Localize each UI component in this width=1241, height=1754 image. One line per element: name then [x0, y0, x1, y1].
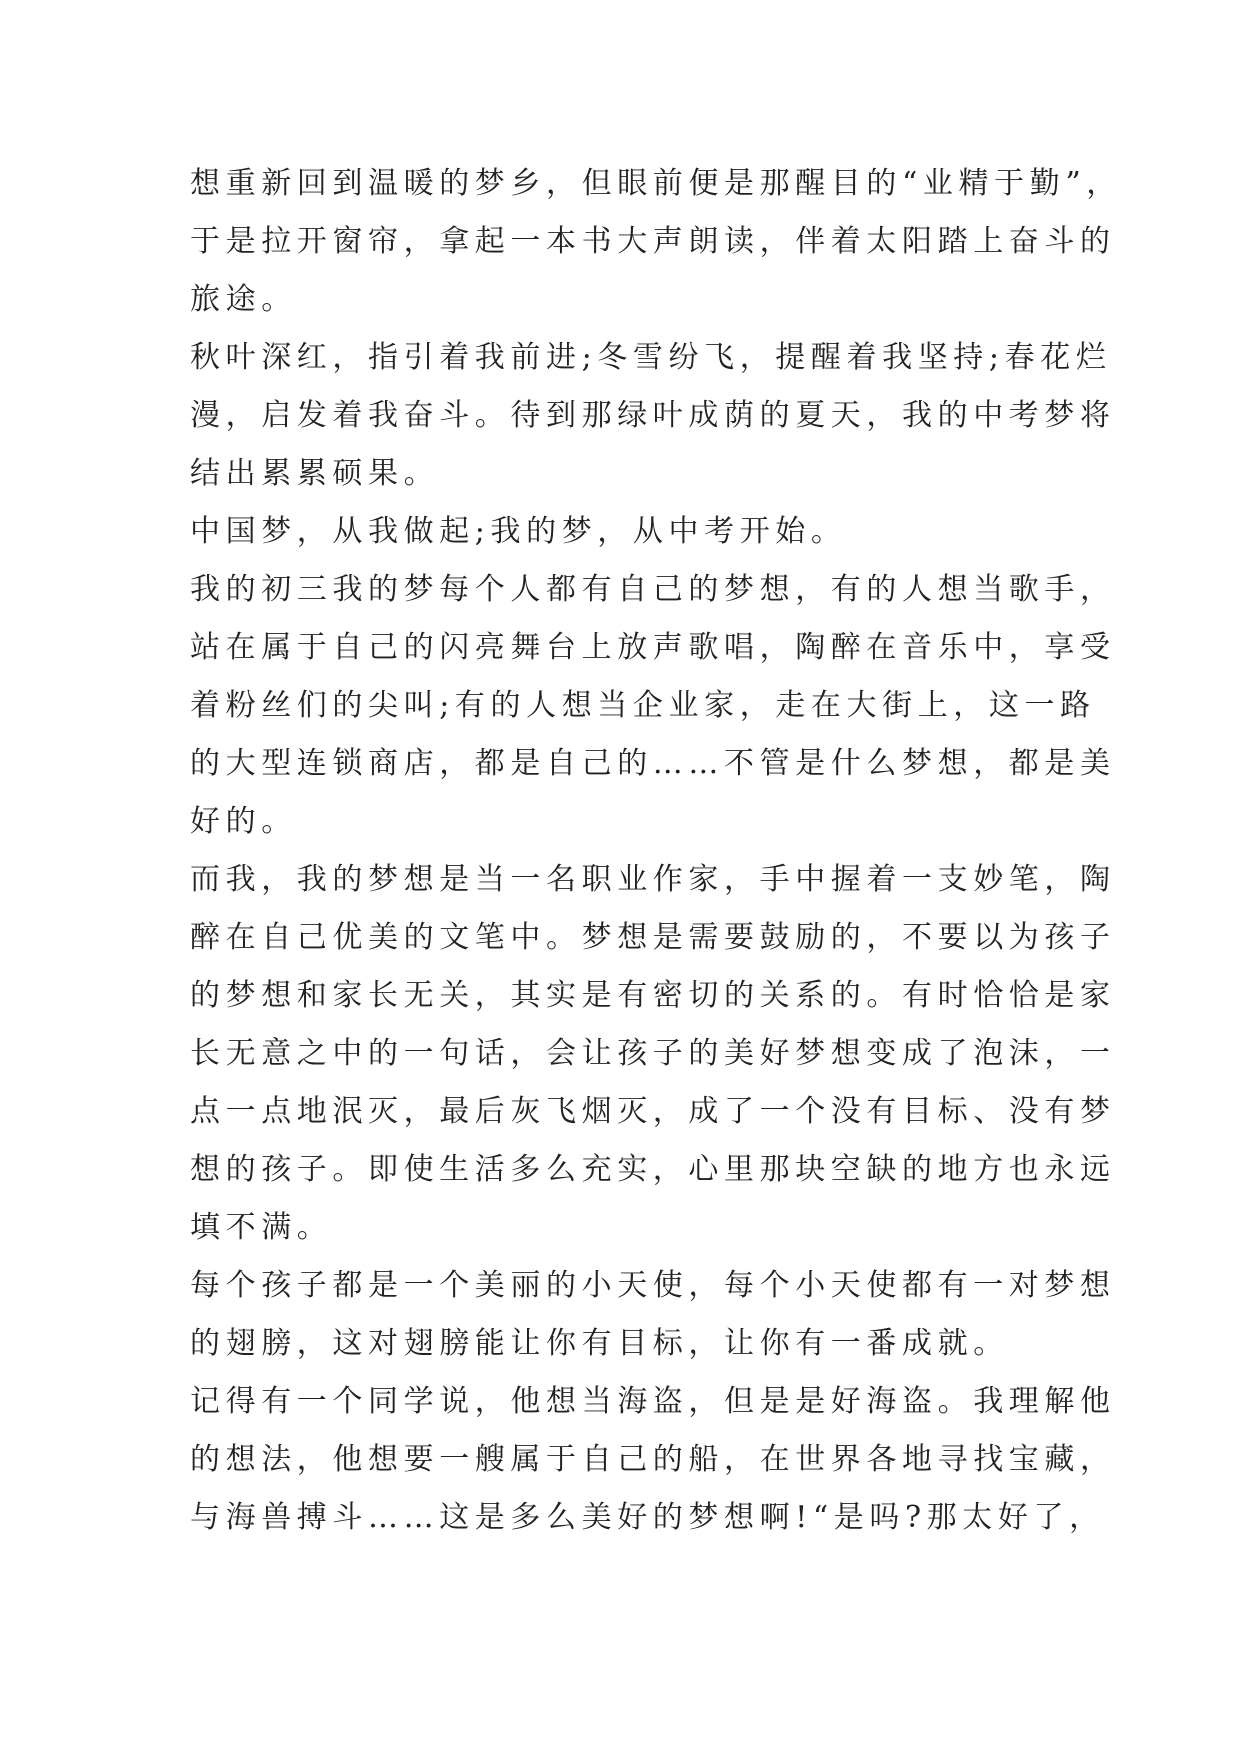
text-line: 秋叶深红，指引着我前进;冬雪纷飞，提醒着我坚持;春花烂 — [190, 340, 1112, 375]
text-line: 结出累累硕果。 — [190, 456, 440, 491]
text-line: 想的孩子。即使生活多么充实，心里那块空缺的地方也永远 — [190, 1152, 1116, 1187]
text-line: 填不满。 — [190, 1210, 333, 1245]
text-line: 记得有一个同学说，他想当海盗，但是是好海盗。我理解他 — [190, 1384, 1116, 1419]
text-line: 的大型连锁商店，都是自己的……不管是什么梦想，都是美 — [190, 746, 1116, 781]
text-line: 漫，启发着我奋斗。待到那绿叶成荫的夏天，我的中考梦将 — [190, 398, 1116, 433]
text-line: 想重新回到温暖的梦乡，但眼前便是那醒目的“业精于勤”， — [190, 166, 1122, 201]
text-line: 着粉丝们的尖叫;有的人想当企业家，走在大街上，这一路 — [190, 688, 1096, 723]
text-line: 好的。 — [190, 804, 297, 839]
text-line: 点一点地泯灭，最后灰飞烟灭，成了一个没有目标、没有梦 — [190, 1094, 1116, 1129]
text-line: 醉在自己优美的文笔中。梦想是需要鼓励的，不要以为孩子 — [190, 920, 1116, 955]
document-page — [190, 155, 1122, 1547]
text-line: 我的初三我的梦每个人都有自己的梦想，有的人想当歌手， — [190, 572, 1116, 607]
text-line: 与海兽搏斗……这是多么美好的梦想啊!“是吗?那太好了， — [190, 1500, 1105, 1535]
text-line: 长无意之中的一句话，会让孩子的美好梦想变成了泡沫，一 — [190, 1036, 1116, 1071]
text-line: 每个孩子都是一个美丽的小天使，每个小天使都有一对梦想 — [190, 1268, 1116, 1303]
text-line: 中国梦，从我做起;我的梦，从中考开始。 — [190, 514, 847, 549]
text-line: 旅途。 — [190, 282, 297, 317]
text-line: 的想法，他想要一艘属于自己的船，在世界各地寻找宝藏， — [190, 1442, 1116, 1477]
text-line: 的梦想和家长无关，其实是有密切的关系的。有时恰恰是家 — [190, 978, 1116, 1013]
text-line: 站在属于自己的闪亮舞台上放声歌唱，陶醉在音乐中，享受 — [190, 630, 1116, 665]
text-line: 于是拉开窗帘，拿起一本书大声朗读，伴着太阳踏上奋斗的 — [190, 224, 1116, 259]
text-line: 的翅膀，这对翅膀能让你有目标，让你有一番成就。 — [190, 1326, 1009, 1361]
text-line: 而我，我的梦想是当一名职业作家，手中握着一支妙笔，陶 — [190, 862, 1116, 897]
